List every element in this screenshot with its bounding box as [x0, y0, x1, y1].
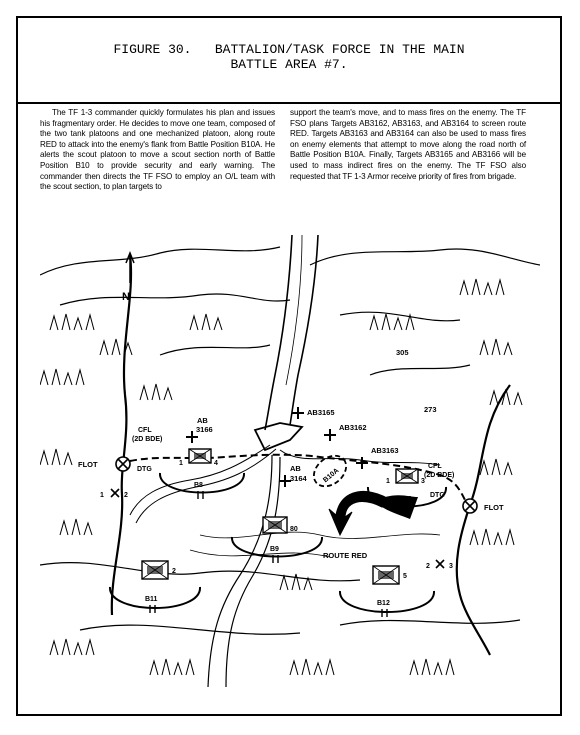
boundary-left-unit1: 1 [100, 492, 104, 499]
cfl-right-unit: (2D BDE) [424, 472, 455, 479]
b10-left-unit: 1 [386, 478, 390, 485]
battle-map [40, 235, 540, 687]
route-red-label: ROUTE RED [323, 551, 368, 560]
boundary-left-unit2: 2 [124, 492, 128, 499]
north-label: N [122, 291, 130, 303]
battle-position-b9 [232, 517, 322, 563]
tree-cluster [40, 369, 84, 385]
b8-name: B8 [194, 482, 203, 489]
cfl-right-dtg: DTG [430, 492, 445, 499]
flot-right [463, 499, 477, 513]
b9-name: B9 [270, 546, 279, 553]
tree-cluster [480, 459, 512, 475]
north-arrow [126, 253, 134, 283]
b8-right-unit: 4 [214, 460, 218, 467]
boundary-right-unit2: 2 [426, 563, 430, 570]
title-line-2: BATTLE AREA #7. [230, 57, 348, 72]
battle-position-b11 [110, 561, 200, 613]
tree-cluster [150, 659, 194, 675]
tree-cluster [410, 659, 454, 675]
cfl-left-text: CFL [138, 427, 152, 434]
boundary-mark-left [111, 489, 119, 497]
ridge-line [340, 620, 520, 625]
boundary-line-left [112, 255, 131, 615]
tree-cluster [480, 339, 512, 355]
hill-273: 273 [424, 405, 437, 414]
target-cross-ab3165 [292, 407, 304, 419]
target-ab-label-lower: AB [290, 464, 301, 473]
target-3164-label: 3164 [290, 474, 307, 483]
flot-left-label: FLOT [78, 460, 98, 469]
boundary-right-unit3: 3 [449, 563, 453, 570]
cfl-right-text: CFL [428, 463, 442, 470]
b12-right-unit: 5 [403, 573, 407, 580]
ridge-line [370, 365, 470, 375]
flot-left [116, 457, 130, 471]
title-box [18, 18, 560, 104]
tree-cluster [60, 519, 92, 535]
ridge-line [340, 312, 460, 321]
tree-cluster [140, 384, 172, 400]
enemy-axis-arrowhead [255, 423, 302, 450]
text-right-column: support the team's move, and to mass fires on the enemy. The TF FSO plans Targets AB3162, AB3163, and AB3164 to screen route RED. Targets AB3163 and AB3164 can also be used to mass fires on enemy elements that attempt to move along the road north of Battle Position B10A. Finally, Targets AB3165 and AB3166 will be used to mass indirect fires on the enemy. The TF FSO also requested that TF 1-3 Armor receive priority of fires from brigade. [290, 108, 526, 181]
ridge-line [80, 625, 300, 634]
tree-cluster [50, 639, 94, 655]
target-cross-ab3162 [324, 429, 336, 441]
b11-right-unit: 2 [172, 568, 176, 575]
cfl-left-unit: (2D BDE) [132, 436, 163, 443]
target-ab3163-label: AB3163 [371, 446, 399, 455]
battle-position-b12 [340, 566, 434, 617]
tree-cluster [190, 314, 222, 330]
enemy-axis [255, 235, 318, 450]
b12-name: B12 [377, 600, 390, 607]
b10a-label: B10A [322, 467, 341, 485]
target-ab3165-label: AB3165 [307, 408, 335, 417]
tree-cluster [290, 659, 334, 675]
b10a-position [308, 449, 352, 492]
target-ab-label-upper: AB [197, 416, 208, 425]
ridge-line [160, 345, 270, 355]
text-left-column: The TF 1-3 commander quickly formulates his plan and issues his fragmentary order. He decides to move one team, composed of the two tank platoons and one mechanized platoon, along route RED to attack into the enemy's flank from Battle Position B10A. He alerts the scout platoon to move a scout section north of Battle Position B10 to provide security and early warning. The commander then directs the TF FSO to employ an O/L team with the scout section, to plan targets to [40, 108, 275, 192]
ridge-line [40, 563, 360, 581]
b11-name: B11 [145, 596, 158, 603]
target-symbols [186, 407, 368, 487]
ridge-line [310, 249, 540, 265]
tree-cluster [470, 529, 514, 545]
target-cross-ab3163 [356, 457, 368, 469]
tree-cluster [100, 339, 132, 355]
cfl-left-dtg: DTG [137, 466, 152, 473]
b8-left-unit: 1 [179, 460, 183, 467]
b9-right-unit: 80 [290, 526, 298, 533]
cfl-left-label [132, 427, 162, 473]
b10-name: B10 [399, 496, 412, 503]
valley-line [200, 532, 440, 538]
b10-right-unit: 3 [421, 478, 425, 485]
boundary-line-right [457, 385, 510, 655]
tree-cluster [50, 314, 94, 330]
route-red-arrow [329, 491, 385, 535]
tree-cluster [40, 449, 72, 465]
hill-305: 305 [396, 348, 409, 357]
ridge-line [60, 294, 290, 305]
target-ab3162-label: AB3162 [339, 423, 367, 432]
tree-cluster [460, 279, 504, 295]
figure-title [18, 42, 560, 72]
ridge-line [40, 247, 280, 275]
flot-right-label: FLOT [484, 503, 504, 512]
boundary-mark-right [436, 560, 444, 568]
target-3166-label: 3166 [196, 425, 213, 434]
title-line-1: FIGURE 30. BATTALION/TASK FORCE IN THE MAIN [113, 42, 465, 57]
